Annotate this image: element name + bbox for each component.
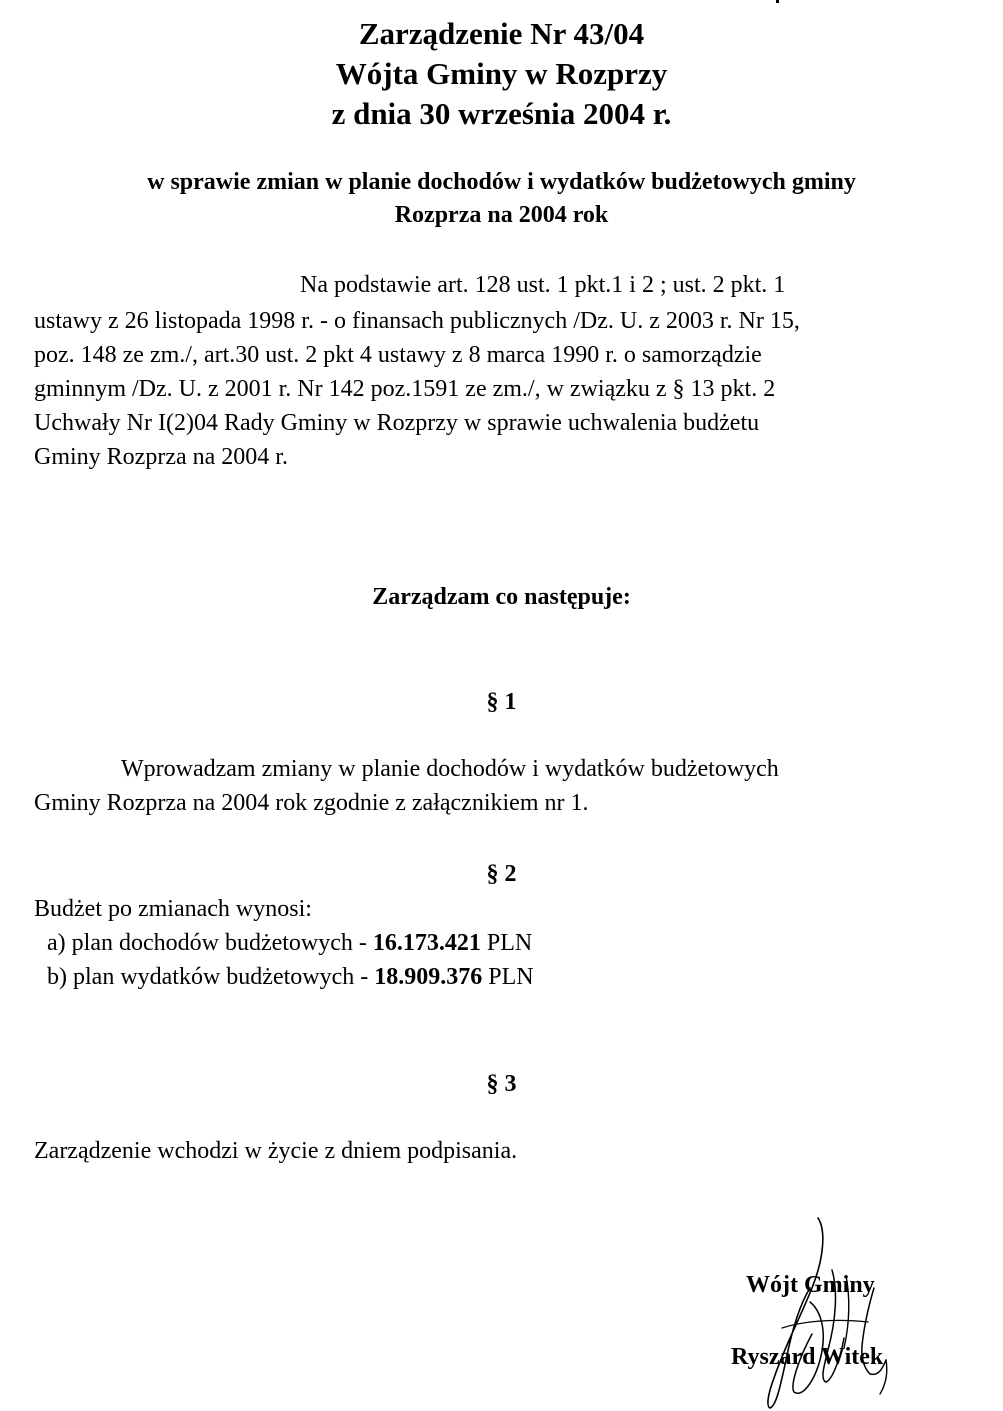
section-3-mark: § 3: [486, 1071, 517, 1097]
income-plan-label: a) plan dochodów budżetowych -: [47, 930, 373, 956]
expense-plan-amount: 18.909.376: [374, 964, 483, 990]
legal-basis-line-1: Na podstawie art. 128 ust. 1 pkt.1 i 2 ; ust. 2 pkt. 1: [300, 272, 786, 298]
signatory-title: Wójt Gminy: [746, 1272, 875, 1298]
expense-plan-label: b) plan wydatków budżetowych -: [47, 964, 375, 990]
handwritten-signature: [740, 1210, 900, 1410]
section-1-mark: § 1: [486, 689, 517, 715]
expense-plan-row: [47, 960, 534, 994]
income-plan-unit: PLN: [480, 930, 533, 956]
issuer-line: Wójta Gminy w Rozprzy: [335, 56, 668, 91]
legal-basis-line-4: gminnym /Dz. U. z 2001 r. Nr 142 poz.1591 ze zm./, w związku z § 13 pkt. 2: [34, 376, 776, 402]
legal-basis-line-6: Gminy Rozprza na 2004 r.: [34, 444, 288, 470]
legal-basis-line-3: poz. 148 ze zm./, art.30 ust. 2 pkt 4 ustawy z 8 marca 1990 r. o samorządzie: [34, 342, 762, 368]
subject-line-2: Rozprza na 2004 rok: [394, 202, 609, 228]
section-1-line-1: Wprowadzam zmiany w planie dochodów i wydatków budżetowych: [121, 756, 779, 782]
scan-artifact: [776, 0, 779, 3]
legal-basis-line-2: ustawy z 26 listopada 1998 r. - o finansach publicznych /Dz. U. z 2003 r. Nr 15,: [34, 308, 800, 334]
legal-basis-line-5: Uchwały Nr I(2)04 Rady Gminy w Rozprzy w sprawie uchwalenia budżetu: [34, 410, 760, 436]
budget-intro: Budżet po zmianach wynosi:: [34, 896, 312, 922]
expense-plan-unit: PLN: [482, 964, 534, 990]
subject-line-1: w sprawie zmian w planie dochodów i wydatków budżetowych gminy: [147, 169, 856, 195]
decree-heading: Zarządzam co następuje:: [372, 584, 631, 610]
section-2-mark: § 2: [486, 861, 517, 887]
section-1-line-2: Gminy Rozprza na 2004 rok zgodnie z załącznikiem nr 1.: [34, 790, 589, 816]
income-plan-row: [47, 926, 532, 960]
date-line: z dnia 30 września 2004 r.: [331, 96, 672, 131]
signatory-name: Ryszard Witek: [731, 1344, 884, 1370]
income-plan-amount: 16.173.421: [372, 930, 481, 956]
section-3-text: Zarządzenie wchodzi w życie z dniem podpisania.: [34, 1138, 518, 1164]
document-title: Zarządzenie Nr 43/04: [358, 16, 645, 51]
